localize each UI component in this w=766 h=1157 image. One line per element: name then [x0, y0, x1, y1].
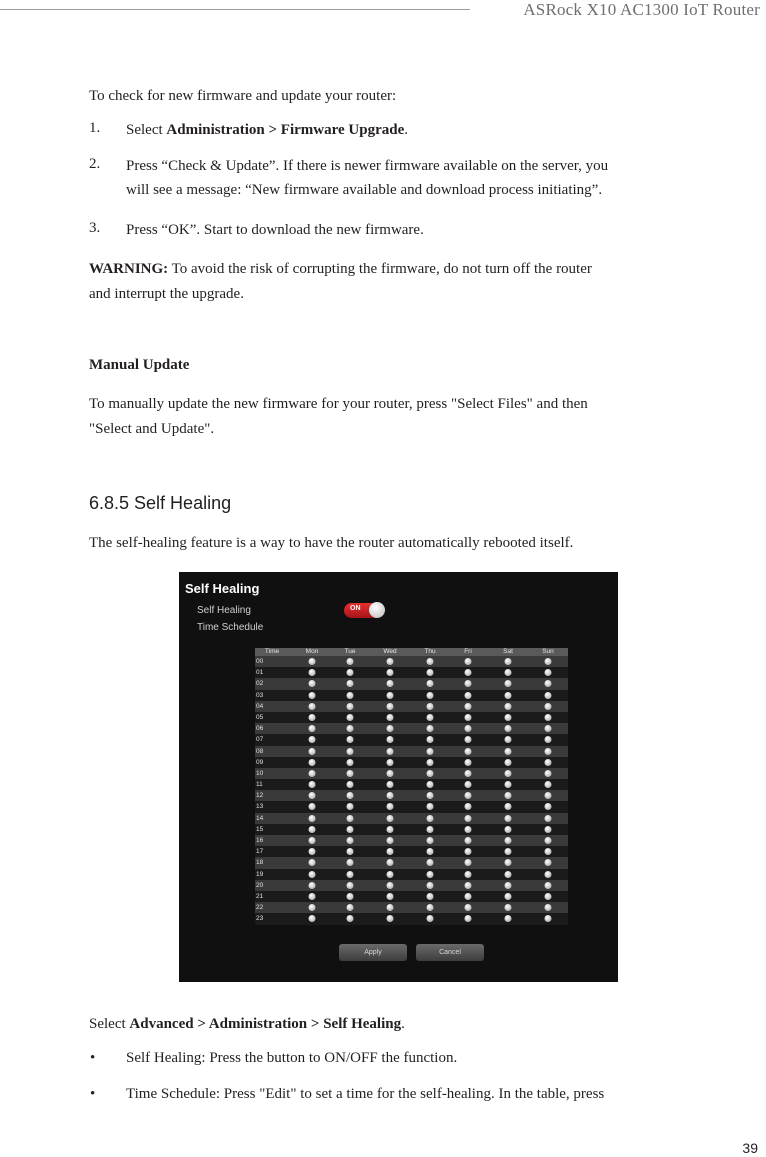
schedule-row — [255, 891, 568, 902]
schedule-radio[interactable] — [465, 725, 472, 732]
schedule-radio[interactable] — [505, 703, 512, 710]
schedule-radio[interactable] — [387, 792, 394, 799]
schedule-col-time: Time — [264, 648, 280, 655]
schedule-radio[interactable] — [505, 815, 512, 822]
screenshot-title: Self Healing — [185, 581, 260, 596]
schedule-radio[interactable] — [505, 725, 512, 732]
schedule-hour-label: 00 — [256, 658, 264, 665]
schedule-row — [255, 880, 568, 891]
toggle-label: ON — [350, 605, 361, 612]
schedule-radio[interactable] — [465, 680, 472, 687]
schedule-radio[interactable] — [309, 714, 316, 721]
schedule-col-sat: Sat — [503, 648, 513, 655]
schedule-radio[interactable] — [427, 848, 434, 855]
step-1: Select Administration > Firmware Upgrade. — [126, 122, 408, 138]
schedule-radio[interactable] — [427, 658, 434, 665]
schedule-row — [255, 824, 568, 835]
schedule-radio[interactable] — [347, 759, 354, 766]
schedule-col-sun: Sun — [542, 648, 554, 655]
schedule-radio[interactable] — [545, 893, 552, 900]
schedule-radio[interactable] — [309, 915, 316, 922]
select-path-line: Select Advanced > Administration > Self Healing. — [89, 1016, 405, 1032]
schedule-radio[interactable] — [505, 882, 512, 889]
schedule-radio[interactable] — [545, 803, 552, 810]
schedule-radio[interactable] — [505, 770, 512, 777]
schedule-hour-label: 23 — [256, 915, 264, 923]
schedule-col-thu: Thu — [424, 648, 436, 655]
schedule-radio[interactable] — [347, 859, 354, 866]
schedule-hour-label: 12 — [256, 792, 264, 800]
schedule-hour-label: 01 — [256, 669, 264, 677]
schedule-radio[interactable] — [465, 915, 472, 922]
schedule-radio[interactable] — [427, 725, 434, 732]
schedule-radio[interactable] — [347, 882, 354, 889]
section-heading: 6.8.5 Self Healing — [89, 493, 232, 513]
schedule-col-tue: Tue — [344, 648, 356, 655]
schedule-radio[interactable] — [427, 904, 434, 911]
schedule-radio[interactable] — [545, 871, 552, 878]
schedule-radio[interactable] — [545, 658, 552, 665]
schedule-row — [255, 857, 568, 868]
schedule-radio[interactable] — [387, 848, 394, 855]
schedule-radio[interactable] — [427, 748, 434, 755]
schedule-radio[interactable] — [309, 792, 316, 799]
schedule-hour-label: 13 — [256, 803, 264, 811]
schedule-radio[interactable] — [545, 714, 552, 721]
time-schedule-label: Time Schedule — [197, 622, 264, 633]
schedule-radio[interactable] — [465, 904, 472, 911]
schedule-hour-label: 11 — [256, 781, 263, 789]
intro-text: To check for new firmware and update your router: — [89, 88, 397, 104]
warning-paragraph: WARNING: To avoid the risk of corrupting the firmware, do not turn off the router and interrupt the upgrade. — [89, 261, 592, 302]
schedule-radio[interactable] — [309, 871, 316, 878]
schedule-radio[interactable] — [465, 736, 472, 743]
schedule-radio[interactable] — [387, 904, 394, 911]
schedule-radio[interactable] — [505, 748, 512, 755]
schedule-radio[interactable] — [545, 837, 552, 844]
schedule-radio[interactable] — [505, 848, 512, 855]
schedule-radio[interactable] — [505, 692, 512, 699]
schedule-hour-label: 20 — [256, 881, 264, 889]
schedule-radio[interactable] — [309, 658, 316, 665]
schedule-radio[interactable] — [309, 736, 316, 743]
schedule-radio[interactable] — [505, 871, 512, 878]
schedule-radio[interactable] — [347, 871, 354, 878]
schedule-radio[interactable] — [387, 736, 394, 743]
schedule-hour-label: 21 — [256, 892, 264, 900]
schedule-hour-label: 15 — [256, 825, 264, 833]
schedule-radio[interactable] — [309, 837, 316, 844]
schedule-radio[interactable] — [465, 848, 472, 855]
schedule-radio[interactable] — [427, 736, 434, 743]
schedule-header — [255, 648, 568, 656]
schedule-hour-label: 16 — [256, 837, 264, 844]
manual-update-text: To manually update the new firmware for your router, press "Select Files" and then "Select and Update". — [89, 396, 588, 437]
schedule-radio[interactable] — [465, 893, 472, 900]
schedule-radio[interactable] — [545, 770, 552, 777]
schedule-radio[interactable] — [465, 826, 472, 833]
schedule-hour-label: 18 — [256, 859, 264, 867]
schedule-radio[interactable] — [465, 792, 472, 799]
schedule-radio[interactable] — [387, 725, 394, 732]
schedule-radio[interactable] — [465, 837, 472, 844]
schedule-radio[interactable] — [545, 692, 552, 699]
schedule-radio[interactable] — [545, 915, 552, 922]
schedule-radio[interactable] — [505, 915, 512, 922]
schedule-col-wed: Wed — [383, 648, 397, 655]
schedule-hour-label: 08 — [256, 747, 264, 755]
schedule-radio[interactable] — [427, 781, 434, 788]
schedule-radio[interactable] — [347, 826, 354, 833]
header-rule — [0, 9, 470, 10]
schedule-radio[interactable] — [387, 871, 394, 878]
schedule-radio[interactable] — [505, 792, 512, 799]
schedule-radio[interactable] — [427, 859, 434, 866]
schedule-row — [255, 678, 568, 689]
schedule-radio[interactable] — [427, 770, 434, 777]
schedule-radio[interactable] — [309, 680, 316, 687]
section-intro: The self-healing feature is a way to have the router automatically rebooted itself. — [89, 535, 574, 551]
schedule-row — [255, 690, 568, 701]
schedule-hour-label: 14 — [256, 814, 264, 822]
schedule-radio[interactable] — [545, 703, 552, 710]
schedule-radio[interactable] — [309, 781, 316, 788]
schedule-radio[interactable] — [545, 826, 552, 833]
schedule-radio[interactable] — [309, 815, 316, 822]
schedule-radio[interactable] — [387, 915, 394, 922]
schedule-radio[interactable] — [427, 714, 434, 721]
schedule-radio[interactable] — [387, 770, 394, 777]
schedule-radio[interactable] — [465, 669, 472, 676]
schedule-radio[interactable] — [465, 658, 472, 665]
cancel-button[interactable]: Cancel — [416, 944, 484, 961]
step-number: 3. — [89, 220, 101, 236]
schedule-radio[interactable] — [387, 882, 394, 889]
schedule-radio[interactable] — [309, 848, 316, 855]
schedule-radio[interactable] — [427, 759, 434, 766]
schedule-radio[interactable] — [309, 725, 316, 732]
toggle-knob — [369, 602, 385, 618]
schedule-radio[interactable] — [347, 658, 354, 665]
schedule-radio[interactable] — [465, 781, 472, 788]
schedule-row — [255, 913, 568, 924]
schedule-grid — [255, 648, 568, 925]
schedule-radio[interactable] — [545, 792, 552, 799]
step-2: Press “Check & Update”. If there is newer firmware available on the server, you will see a message: “New firmware available and download process initiating”. — [126, 158, 609, 198]
schedule-radio[interactable] — [465, 803, 472, 810]
step-3: Press “OK”. Start to download the new firmware. — [126, 222, 424, 238]
schedule-radio[interactable] — [505, 680, 512, 687]
schedule-radio[interactable] — [387, 692, 394, 699]
schedule-hour-label: 10 — [256, 769, 264, 777]
schedule-row — [255, 869, 568, 880]
schedule-radio[interactable] — [465, 714, 472, 721]
page-number: 39 — [742, 1140, 758, 1156]
schedule-row — [255, 801, 568, 812]
schedule-radio[interactable] — [427, 703, 434, 710]
schedule-radio[interactable] — [545, 781, 552, 788]
schedule-radio[interactable] — [465, 703, 472, 710]
schedule-hour-label: 07 — [256, 736, 264, 744]
schedule-row — [255, 790, 568, 801]
schedule-radio[interactable] — [505, 837, 512, 844]
schedule-radio[interactable] — [427, 893, 434, 900]
schedule-radio[interactable] — [545, 748, 552, 755]
schedule-hour-label: 17 — [256, 848, 264, 856]
schedule-radio[interactable] — [505, 714, 512, 721]
schedule-radio[interactable] — [347, 770, 354, 777]
schedule-radio[interactable] — [347, 703, 354, 710]
schedule-col-fri: Fri — [464, 648, 472, 655]
schedule-radio[interactable] — [387, 703, 394, 710]
schedule-radio[interactable] — [387, 826, 394, 833]
schedule-radio[interactable] — [387, 803, 394, 810]
schedule-radio[interactable] — [347, 781, 354, 788]
schedule-col-mon: Mon — [305, 648, 319, 655]
schedule-radio[interactable] — [427, 882, 434, 889]
self-healing-toggle[interactable] — [344, 603, 384, 618]
schedule-radio[interactable] — [505, 669, 512, 676]
schedule-row — [255, 746, 568, 757]
schedule-radio[interactable] — [347, 893, 354, 900]
schedule-radio[interactable] — [465, 759, 472, 766]
schedule-radio[interactable] — [309, 893, 316, 900]
schedule-radio[interactable] — [347, 692, 354, 699]
schedule-row — [255, 846, 568, 857]
bullet-item: Time Schedule: Press "Edit" to set a time for the self-healing. In the table, press — [126, 1086, 605, 1102]
schedule-radio[interactable] — [465, 882, 472, 889]
schedule-radio[interactable] — [387, 781, 394, 788]
schedule-radio[interactable] — [309, 669, 316, 676]
schedule-radio[interactable] — [387, 669, 394, 676]
schedule-radio[interactable] — [309, 692, 316, 699]
schedule-hour-label: 03 — [256, 691, 264, 699]
schedule-hour-label: 09 — [256, 758, 264, 766]
schedule-radio[interactable] — [427, 871, 434, 878]
schedule-radio[interactable] — [387, 837, 394, 844]
schedule-radio[interactable] — [465, 871, 472, 878]
schedule-radio[interactable] — [347, 736, 354, 743]
schedule-radio[interactable] — [347, 669, 354, 676]
schedule-radio[interactable] — [545, 680, 552, 687]
schedule-radio[interactable] — [505, 781, 512, 788]
schedule-radio[interactable] — [545, 736, 552, 743]
schedule-row — [255, 656, 568, 667]
schedule-radio[interactable] — [387, 815, 394, 822]
schedule-hour-label: 19 — [256, 870, 264, 878]
schedule-row — [255, 902, 568, 913]
schedule-radio[interactable] — [309, 770, 316, 777]
schedule-row — [255, 768, 568, 779]
schedule-radio[interactable] — [545, 904, 552, 911]
schedule-radio[interactable] — [347, 815, 354, 822]
schedule-radio[interactable] — [309, 803, 316, 810]
schedule-radio[interactable] — [427, 669, 434, 676]
schedule-radio[interactable] — [427, 915, 434, 922]
schedule-radio[interactable] — [347, 725, 354, 732]
schedule-radio[interactable] — [309, 882, 316, 889]
schedule-radio[interactable] — [427, 826, 434, 833]
schedule-radio[interactable] — [387, 859, 394, 866]
schedule-radio[interactable] — [347, 680, 354, 687]
schedule-row — [255, 723, 568, 734]
schedule-row — [255, 835, 568, 846]
schedule-radio[interactable] — [427, 792, 434, 799]
schedule-radio[interactable] — [347, 748, 354, 755]
schedule-radio[interactable] — [545, 725, 552, 732]
schedule-radio[interactable] — [465, 859, 472, 866]
schedule-radio[interactable] — [427, 837, 434, 844]
schedule-hour-label: 04 — [256, 702, 264, 710]
schedule-radio[interactable] — [505, 904, 512, 911]
schedule-radio[interactable] — [387, 680, 394, 687]
schedule-radio[interactable] — [347, 714, 354, 721]
schedule-radio[interactable] — [309, 759, 316, 766]
schedule-hour-label: 05 — [256, 713, 264, 721]
schedule-radio[interactable] — [427, 815, 434, 822]
bullet-marker: • — [90, 1050, 96, 1066]
schedule-row — [255, 734, 568, 745]
schedule-radio[interactable] — [505, 826, 512, 833]
schedule-radio[interactable] — [427, 680, 434, 687]
schedule-radio[interactable] — [347, 837, 354, 844]
self-healing-label: Self Healing — [197, 605, 251, 616]
schedule-radio[interactable] — [309, 826, 316, 833]
schedule-radio[interactable] — [309, 904, 316, 911]
schedule-row — [255, 813, 568, 824]
schedule-radio[interactable] — [347, 803, 354, 810]
schedule-radio[interactable] — [505, 859, 512, 866]
schedule-radio[interactable] — [347, 848, 354, 855]
schedule-radio[interactable] — [387, 759, 394, 766]
schedule-hour-label: 02 — [256, 680, 264, 688]
schedule-hour-label: 06 — [256, 725, 264, 733]
manual-update-heading: Manual Update — [89, 357, 190, 373]
schedule-radio[interactable] — [545, 859, 552, 866]
bullet-marker: • — [90, 1086, 96, 1102]
schedule-row — [255, 712, 568, 723]
header-title: ASRock X10 AC1300 IoT Router — [523, 0, 760, 19]
step-number: 2. — [89, 156, 101, 172]
step-number: 1. — [89, 120, 101, 136]
schedule-radio[interactable] — [545, 669, 552, 676]
schedule-radio[interactable] — [465, 692, 472, 699]
schedule-radio[interactable] — [465, 815, 472, 822]
schedule-row — [255, 779, 568, 790]
schedule-radio[interactable] — [427, 803, 434, 810]
schedule-radio[interactable] — [465, 770, 472, 777]
bullet-item: Self Healing: Press the button to ON/OFF the function. — [126, 1050, 458, 1066]
schedule-radio[interactable] — [387, 658, 394, 665]
schedule-radio[interactable] — [309, 859, 316, 866]
schedule-row — [255, 757, 568, 768]
schedule-radio[interactable] — [545, 848, 552, 855]
schedule-radio[interactable] — [347, 792, 354, 799]
schedule-radio[interactable] — [505, 658, 512, 665]
schedule-radio[interactable] — [387, 893, 394, 900]
schedule-radio[interactable] — [545, 882, 552, 889]
apply-button[interactable]: Apply — [339, 944, 407, 961]
schedule-hour-label: 22 — [256, 904, 264, 912]
schedule-radio[interactable] — [427, 692, 434, 699]
schedule-radio[interactable] — [505, 893, 512, 900]
schedule-radio[interactable] — [387, 714, 394, 721]
schedule-radio[interactable] — [347, 915, 354, 922]
schedule-radio[interactable] — [465, 748, 472, 755]
schedule-radio[interactable] — [387, 748, 394, 755]
schedule-radio[interactable] — [309, 748, 316, 755]
schedule-radio[interactable] — [309, 703, 316, 710]
schedule-row — [255, 667, 568, 678]
schedule-radio[interactable] — [505, 736, 512, 743]
schedule-radio[interactable] — [505, 803, 512, 810]
schedule-radio[interactable] — [545, 815, 552, 822]
self-healing-screenshot — [179, 572, 618, 982]
schedule-row — [255, 701, 568, 712]
schedule-radio[interactable] — [505, 759, 512, 766]
schedule-radio[interactable] — [545, 759, 552, 766]
schedule-radio[interactable] — [347, 904, 354, 911]
